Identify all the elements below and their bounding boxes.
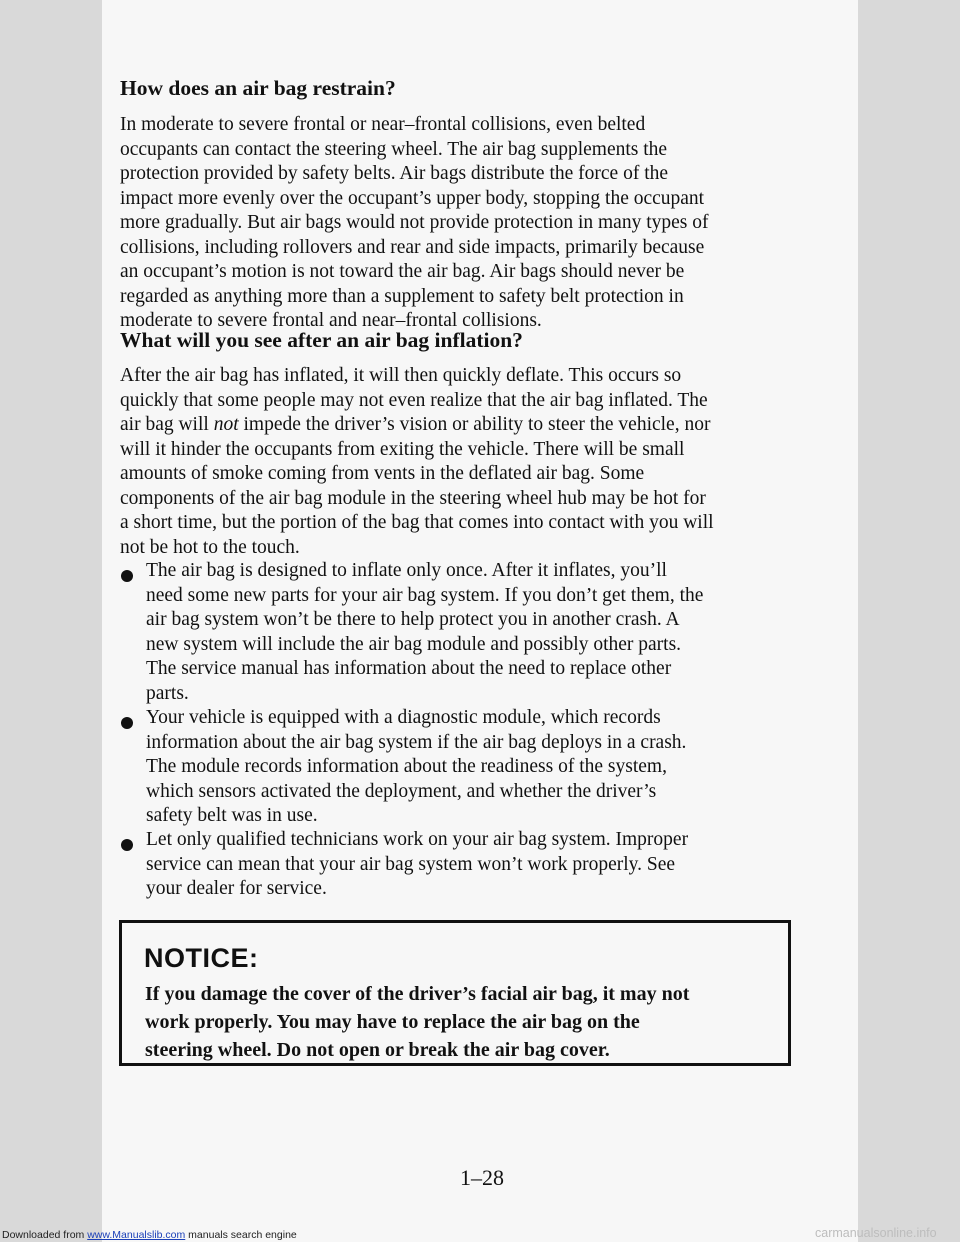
bullet-dot-icon	[121, 570, 133, 582]
text-line: regarded as anything more than a supplement to safety belt protection in	[120, 285, 684, 307]
text-line: The module records information about the readiness of the system,	[146, 756, 667, 777]
text-line: not be hot to the touch.	[120, 536, 300, 558]
bullet-item-inflate-once	[146, 559, 806, 706]
page-number: 1–28	[460, 1165, 504, 1190]
download-suffix: manuals search engine	[185, 1229, 297, 1241]
bullet-item-diagnostic-module	[146, 706, 806, 829]
text-line: an occupant’s motion is not toward the air bag. Air bags should never be	[120, 261, 685, 282]
text-line: will it hinder the occupants from exiting the vehicle. There will be small	[120, 438, 685, 460]
text-line: service can mean that your air bag system won’t work properly. See	[146, 853, 676, 875]
text-line: moderate to severe frontal and near–frontal collisions.	[120, 310, 542, 331]
text-line: information about the air bag system if the air bag deploys in a crash.	[146, 731, 687, 753]
bullet-dot-icon	[121, 839, 133, 851]
emphasis-not: not	[213, 414, 239, 435]
paragraph-after-inflation	[120, 364, 800, 560]
bullet-dot-icon	[121, 717, 133, 729]
text-line	[120, 413, 800, 438]
text-line: work properly. You may have to replace the air bag on the	[145, 1011, 640, 1033]
text-line: which sensors activated the deployment, and whether the driver’s	[146, 780, 657, 802]
heading-air-bag-restrain: How does an air bag restrain?	[120, 76, 396, 100]
text-line: parts.	[146, 682, 189, 704]
text-line: collisions, including rollovers and rear and side impacts, primarily because	[120, 236, 705, 258]
text-line: occupants can contact the steering wheel. The air bag supplements the	[120, 138, 668, 160]
text-line: In moderate to severe frontal or near–frontal collisions, even belted	[120, 114, 646, 135]
notice-title: NOTICE:	[144, 943, 259, 973]
text-line: a short time, but the portion of the bag that comes into contact with you will	[120, 512, 714, 533]
text-line: impact more evenly over the occupant’s upper body, stopping the occupant	[120, 187, 705, 209]
download-prefix: Downloaded from	[2, 1229, 88, 1241]
watermark: carmanualsonline.info	[815, 1226, 937, 1240]
text-line: need some new parts for your air bag system. If you don’t get them, the	[146, 584, 704, 606]
text-run: air bag will	[120, 414, 214, 435]
bullet-item-qualified-technicians	[146, 828, 806, 902]
text-line: The service manual has information about the need to replace other	[146, 658, 672, 679]
text-line: air bag system won’t be there to help protect you in another crash. A	[146, 609, 680, 630]
heading-after-inflation: What will you see after an air bag inflation?	[120, 328, 523, 352]
text-line: your dealer for service.	[146, 878, 327, 899]
text-line: safety belt was in use.	[146, 805, 318, 826]
text-line: The air bag is designed to inflate only once. After it inflates, you’ll	[146, 560, 667, 581]
text-line: components of the air bag module in the steering wheel hub may be hot for	[120, 487, 706, 509]
text-line: Your vehicle is equipped with a diagnostic module, which records	[146, 707, 661, 728]
manualslib-link[interactable]: www.Manualslib.com	[87, 1229, 186, 1241]
text-line: new system will include the air bag module and possibly other parts.	[146, 633, 682, 655]
text-line: amounts of smoke coming from vents in the deflated air bag. Some	[120, 463, 645, 484]
text-run: impede the driver’s vision or ability to steer the vehicle, nor	[238, 414, 711, 435]
text-line: After the air bag has inflated, it will then quickly deflate. This occurs so	[120, 365, 682, 386]
text-line: Let only qualified technicians work on your air bag system. Improper	[146, 829, 689, 850]
text-line: steering wheel. Do not open or break the air bag cover.	[145, 1039, 610, 1061]
paragraph-air-bag-restrain	[120, 113, 800, 334]
text-line: If you damage the cover of the driver’s facial air bag, it may not	[145, 983, 690, 1005]
text-line: more gradually. But air bags would not provide protection in many types of	[120, 212, 709, 233]
download-footer	[2, 1229, 297, 1241]
text-line: quickly that some people may not even realize that the air bag inflated. The	[120, 389, 708, 411]
notice-text	[145, 980, 785, 1064]
text-line: protection provided by safety belts. Air bags distribute the force of the	[120, 163, 669, 184]
